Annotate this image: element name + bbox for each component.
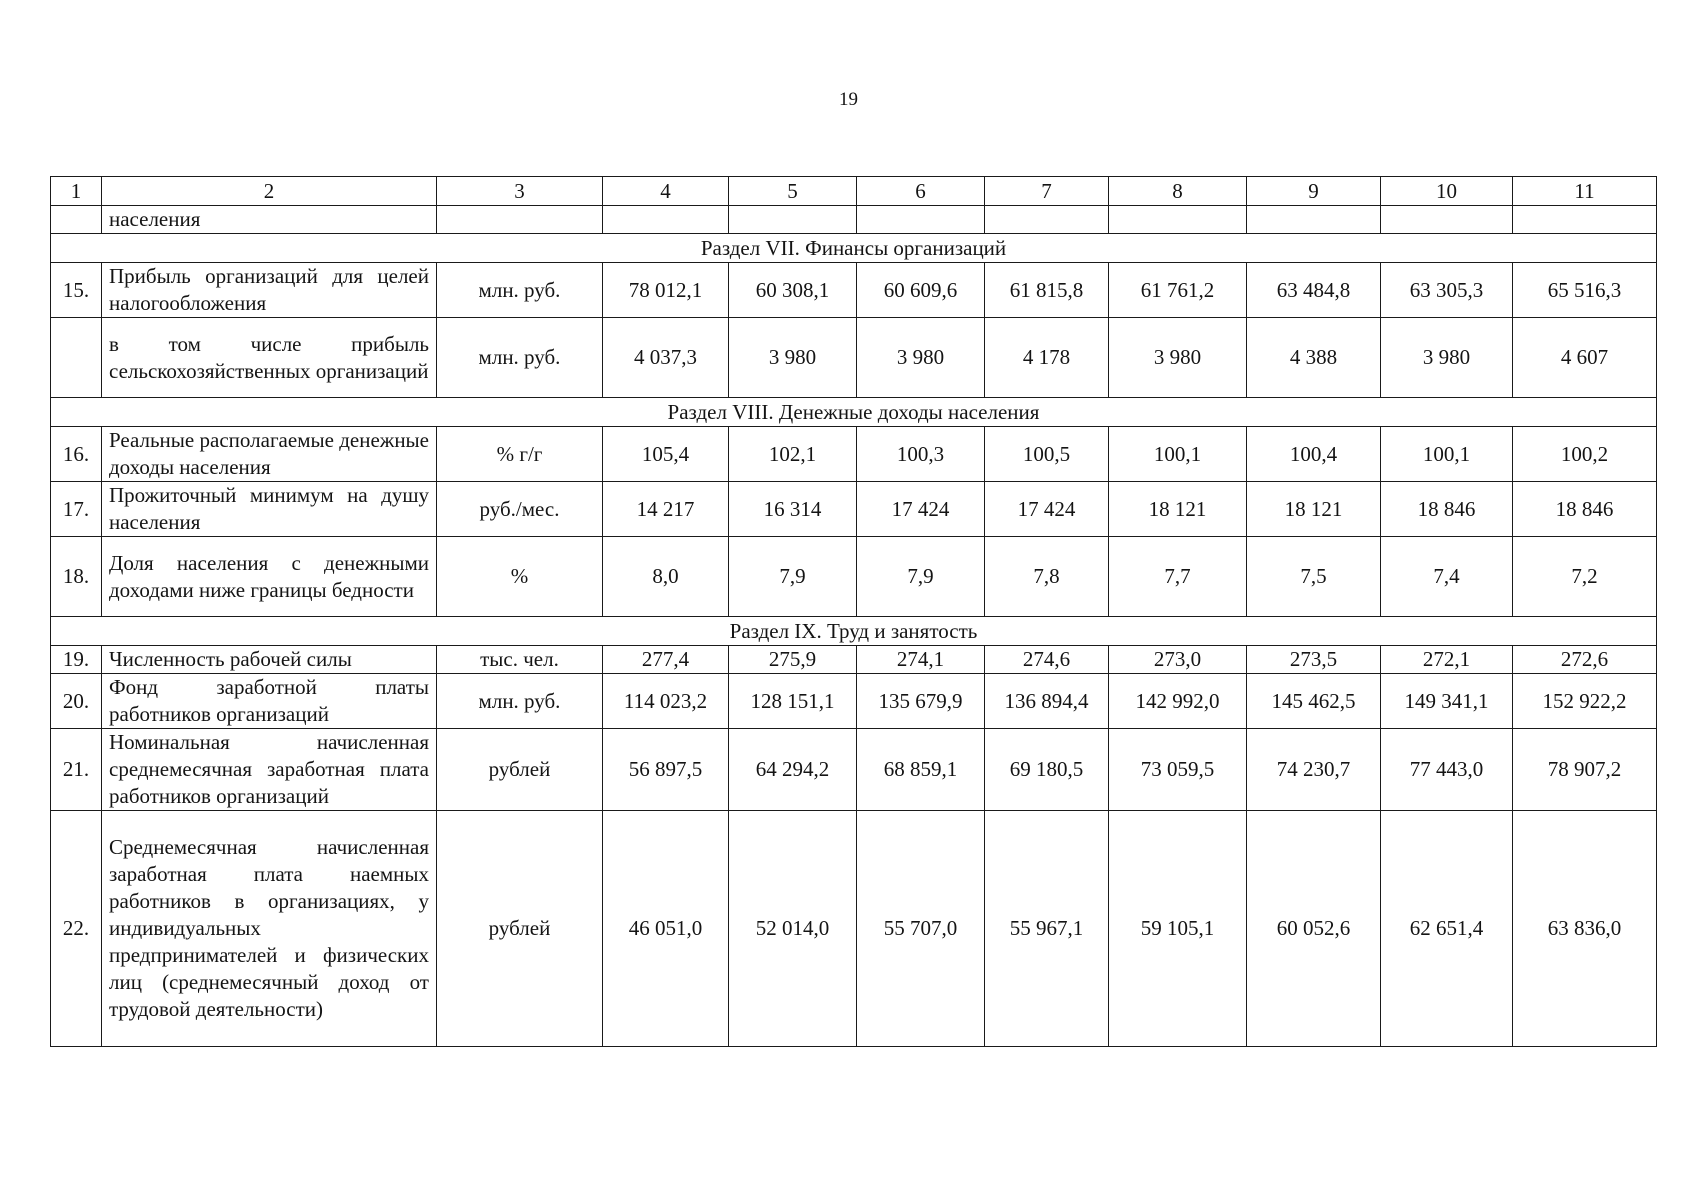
unit-cell: рублей [437, 729, 603, 811]
section-header-row [51, 398, 1657, 427]
value-cell: 100,4 [1247, 427, 1381, 482]
value-cell: 17 424 [985, 482, 1109, 537]
row-number-cell: 16. [51, 427, 102, 482]
value-cell: 105,4 [603, 427, 729, 482]
value-cell: 4 037,3 [603, 318, 729, 398]
value-cell: 272,6 [1513, 646, 1657, 674]
section-title: Раздел VII. Финансы организаций [51, 234, 1657, 263]
column-number-cell: 2 [102, 177, 437, 206]
value-cell: 61 815,8 [985, 263, 1109, 318]
value-cell: 4 388 [1247, 318, 1381, 398]
indicator-row [51, 674, 1657, 729]
value-cell [985, 206, 1109, 234]
indicator-name-cell: Прожиточный минимум на душу населения [102, 482, 437, 537]
indicators-table [50, 176, 1657, 1047]
row-number-cell: 18. [51, 537, 102, 617]
value-cell: 114 023,2 [603, 674, 729, 729]
value-cell: 149 341,1 [1381, 674, 1513, 729]
indicator-name-cell: Фонд заработной платы работников организаций [102, 674, 437, 729]
row-number-cell: 15. [51, 263, 102, 318]
value-cell: 68 859,1 [857, 729, 985, 811]
indicator-row [51, 318, 1657, 398]
value-cell: 69 180,5 [985, 729, 1109, 811]
value-cell: 63 305,3 [1381, 263, 1513, 318]
value-cell [729, 206, 857, 234]
indicator-row [51, 811, 1657, 1047]
value-cell: 100,5 [985, 427, 1109, 482]
table-body [51, 177, 1657, 1047]
value-cell [603, 206, 729, 234]
indicator-name-cell: Численность рабочей силы [102, 646, 437, 674]
value-cell [1109, 206, 1247, 234]
column-number-row [51, 177, 1657, 206]
unit-cell: млн. руб. [437, 318, 603, 398]
value-cell: 55 967,1 [985, 811, 1109, 1047]
value-cell: 7,5 [1247, 537, 1381, 617]
column-number-cell: 7 [985, 177, 1109, 206]
indicator-name-cell: в том числе прибыль сельскохозяйственных организаций [102, 318, 437, 398]
value-cell: 52 014,0 [729, 811, 857, 1047]
row-number-cell: 22. [51, 811, 102, 1047]
value-cell: 17 424 [857, 482, 985, 537]
value-cell: 274,1 [857, 646, 985, 674]
value-cell: 16 314 [729, 482, 857, 537]
indicator-row [51, 729, 1657, 811]
value-cell: 274,6 [985, 646, 1109, 674]
section-title: Раздел IX. Труд и занятость [51, 617, 1657, 646]
indicator-name-cell: Номинальная начисленная среднемесячная заработная плата работников организаций [102, 729, 437, 811]
section-header-row [51, 234, 1657, 263]
indicator-name-cell: населения [102, 206, 437, 234]
row-number-cell [51, 206, 102, 234]
value-cell: 56 897,5 [603, 729, 729, 811]
value-cell: 277,4 [603, 646, 729, 674]
value-cell: 102,1 [729, 427, 857, 482]
value-cell: 142 992,0 [1109, 674, 1247, 729]
indicator-row [51, 646, 1657, 674]
value-cell: 18 121 [1109, 482, 1247, 537]
value-cell: 63 484,8 [1247, 263, 1381, 318]
unit-cell: % г/г [437, 427, 603, 482]
indicator-row [51, 263, 1657, 318]
value-cell: 7,9 [729, 537, 857, 617]
indicator-name-cell: Реальные располагаемые денежные доходы населения [102, 427, 437, 482]
value-cell: 78 012,1 [603, 263, 729, 318]
value-cell [1381, 206, 1513, 234]
indicator-name-cell: Доля населения с денежными доходами ниже границы бедности [102, 537, 437, 617]
value-cell: 73 059,5 [1109, 729, 1247, 811]
value-cell: 64 294,2 [729, 729, 857, 811]
section-header-row [51, 617, 1657, 646]
value-cell: 7,2 [1513, 537, 1657, 617]
column-number-cell: 1 [51, 177, 102, 206]
value-cell: 60 609,6 [857, 263, 985, 318]
value-cell: 8,0 [603, 537, 729, 617]
unit-cell: млн. руб. [437, 674, 603, 729]
column-number-cell: 4 [603, 177, 729, 206]
value-cell: 136 894,4 [985, 674, 1109, 729]
value-cell: 62 651,4 [1381, 811, 1513, 1047]
value-cell: 60 308,1 [729, 263, 857, 318]
page-number: 19 [839, 89, 858, 110]
row-number-cell: 20. [51, 674, 102, 729]
value-cell: 46 051,0 [603, 811, 729, 1047]
value-cell: 74 230,7 [1247, 729, 1381, 811]
unit-cell: млн. руб. [437, 263, 603, 318]
unit-cell [437, 206, 603, 234]
value-cell: 100,3 [857, 427, 985, 482]
section-title: Раздел VIII. Денежные доходы населения [51, 398, 1657, 427]
row-number-cell: 21. [51, 729, 102, 811]
value-cell: 7,4 [1381, 537, 1513, 617]
column-number-cell: 3 [437, 177, 603, 206]
value-cell: 7,8 [985, 537, 1109, 617]
indicator-row [51, 427, 1657, 482]
unit-cell: руб./мес. [437, 482, 603, 537]
value-cell: 3 980 [1109, 318, 1247, 398]
value-cell: 59 105,1 [1109, 811, 1247, 1047]
value-cell: 152 922,2 [1513, 674, 1657, 729]
value-cell: 63 836,0 [1513, 811, 1657, 1047]
value-cell: 77 443,0 [1381, 729, 1513, 811]
indicator-name-cell: Прибыль организаций для целей налогообложения [102, 263, 437, 318]
unit-cell: тыс. чел. [437, 646, 603, 674]
column-number-cell: 8 [1109, 177, 1247, 206]
value-cell: 18 121 [1247, 482, 1381, 537]
value-cell [1513, 206, 1657, 234]
value-cell: 100,1 [1109, 427, 1247, 482]
value-cell: 55 707,0 [857, 811, 985, 1047]
value-cell: 7,9 [857, 537, 985, 617]
value-cell: 14 217 [603, 482, 729, 537]
continued-row [51, 206, 1657, 234]
value-cell: 4 607 [1513, 318, 1657, 398]
column-number-cell: 11 [1513, 177, 1657, 206]
column-number-cell: 10 [1381, 177, 1513, 206]
indicator-name-cell: Среднемесячная начисленная заработная плата наемных работников в организациях, у индивидуальных предпринимателей и физических лиц (среднемесячный доход от трудовой деятельности) [102, 811, 437, 1047]
value-cell: 145 462,5 [1247, 674, 1381, 729]
indicator-row [51, 537, 1657, 617]
value-cell: 100,1 [1381, 427, 1513, 482]
value-cell: 7,7 [1109, 537, 1247, 617]
value-cell: 128 151,1 [729, 674, 857, 729]
column-number-cell: 6 [857, 177, 985, 206]
value-cell: 3 980 [857, 318, 985, 398]
value-cell: 18 846 [1381, 482, 1513, 537]
column-number-cell: 5 [729, 177, 857, 206]
value-cell [857, 206, 985, 234]
value-cell: 273,5 [1247, 646, 1381, 674]
unit-cell: % [437, 537, 603, 617]
value-cell: 275,9 [729, 646, 857, 674]
value-cell: 3 980 [729, 318, 857, 398]
row-number-cell: 17. [51, 482, 102, 537]
value-cell: 100,2 [1513, 427, 1657, 482]
value-cell [1247, 206, 1381, 234]
value-cell: 3 980 [1381, 318, 1513, 398]
row-number-cell: 19. [51, 646, 102, 674]
value-cell: 4 178 [985, 318, 1109, 398]
value-cell: 272,1 [1381, 646, 1513, 674]
column-number-cell: 9 [1247, 177, 1381, 206]
value-cell: 65 516,3 [1513, 263, 1657, 318]
value-cell: 135 679,9 [857, 674, 985, 729]
value-cell: 78 907,2 [1513, 729, 1657, 811]
unit-cell: рублей [437, 811, 603, 1047]
row-number-cell [51, 318, 102, 398]
value-cell: 18 846 [1513, 482, 1657, 537]
indicator-row [51, 482, 1657, 537]
value-cell: 273,0 [1109, 646, 1247, 674]
value-cell: 60 052,6 [1247, 811, 1381, 1047]
value-cell: 61 761,2 [1109, 263, 1247, 318]
